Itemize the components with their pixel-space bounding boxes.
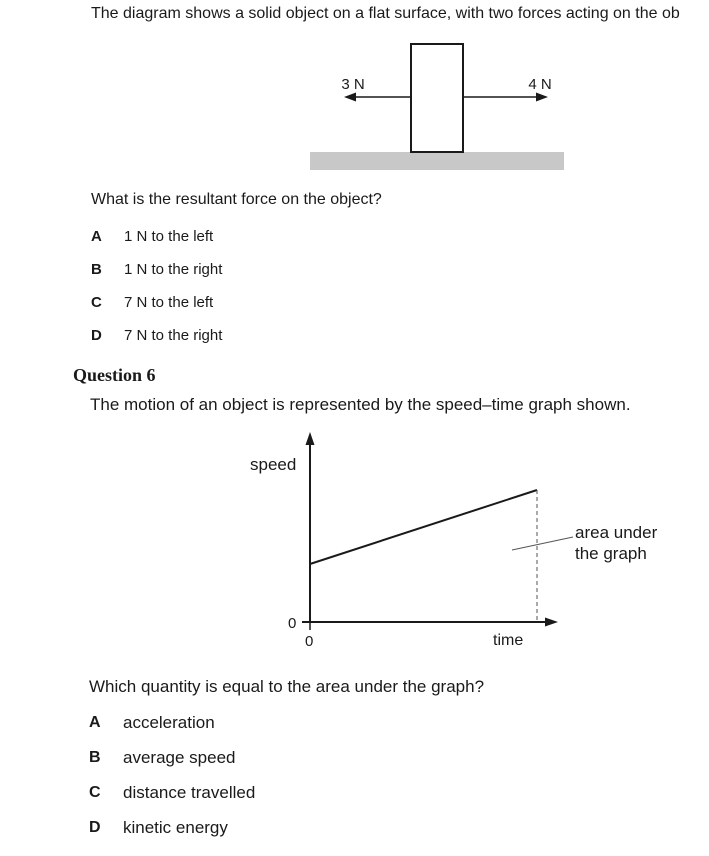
q5-option-d-letter: D [91, 327, 102, 344]
q5-option-b-text: 1 N to the right [124, 261, 223, 278]
q5-option-c-letter: C [91, 294, 102, 311]
q5-option-a-letter: A [91, 228, 102, 245]
q6-option-c-text: distance travelled [123, 783, 256, 802]
y-axis-label: speed [250, 455, 297, 474]
q5-option-b-letter: B [91, 261, 102, 278]
q5-option-a-text: 1 N to the left [124, 228, 214, 245]
left-arrowhead-icon [344, 93, 356, 102]
q6-option-d-letter: D [89, 819, 101, 836]
x-axis-label: time [493, 632, 524, 649]
speed-line [310, 490, 537, 564]
force-diagram [300, 36, 572, 176]
left-force-label: 3 N [341, 76, 365, 93]
right-force-label: 4 N [528, 76, 552, 93]
y-zero-label: 0 [288, 615, 297, 632]
q6-option-b-text: average speed [123, 748, 236, 767]
q6-option-c-letter: C [89, 784, 101, 801]
y-axis-arrowhead-icon [306, 432, 315, 445]
flat-surface [310, 152, 564, 170]
annotation-pointer [512, 537, 573, 550]
x-zero-label: 0 [305, 633, 314, 650]
q6-option-b-letter: B [89, 749, 101, 766]
q6-option-a-letter: A [89, 714, 101, 731]
q6-option-d-text: kinetic energy [123, 818, 228, 837]
x-axis-arrowhead-icon [545, 618, 558, 627]
q6-option-a-text: acceleration [123, 713, 215, 732]
q6-question: Which quantity is equal to the area under the graph? [89, 677, 485, 696]
annotation-line-2: the graph [575, 544, 647, 563]
q5-question: What is the resultant force on the object? [91, 191, 382, 208]
q5-option-c-text: 7 N to the left [124, 294, 214, 311]
q6-title: Question 6 [73, 365, 156, 385]
q5-option-d-text: 7 N to the right [124, 327, 223, 344]
annotation-line-1: area under [575, 523, 658, 542]
q5-intro: The diagram shows a solid object on a flat surface, with two forces acting on the ob [91, 5, 680, 22]
speed-time-graph [240, 428, 680, 658]
right-arrowhead-icon [536, 93, 548, 102]
solid-object [411, 44, 463, 152]
q6-intro: The motion of an object is represented by the speed–time graph shown. [90, 395, 631, 414]
